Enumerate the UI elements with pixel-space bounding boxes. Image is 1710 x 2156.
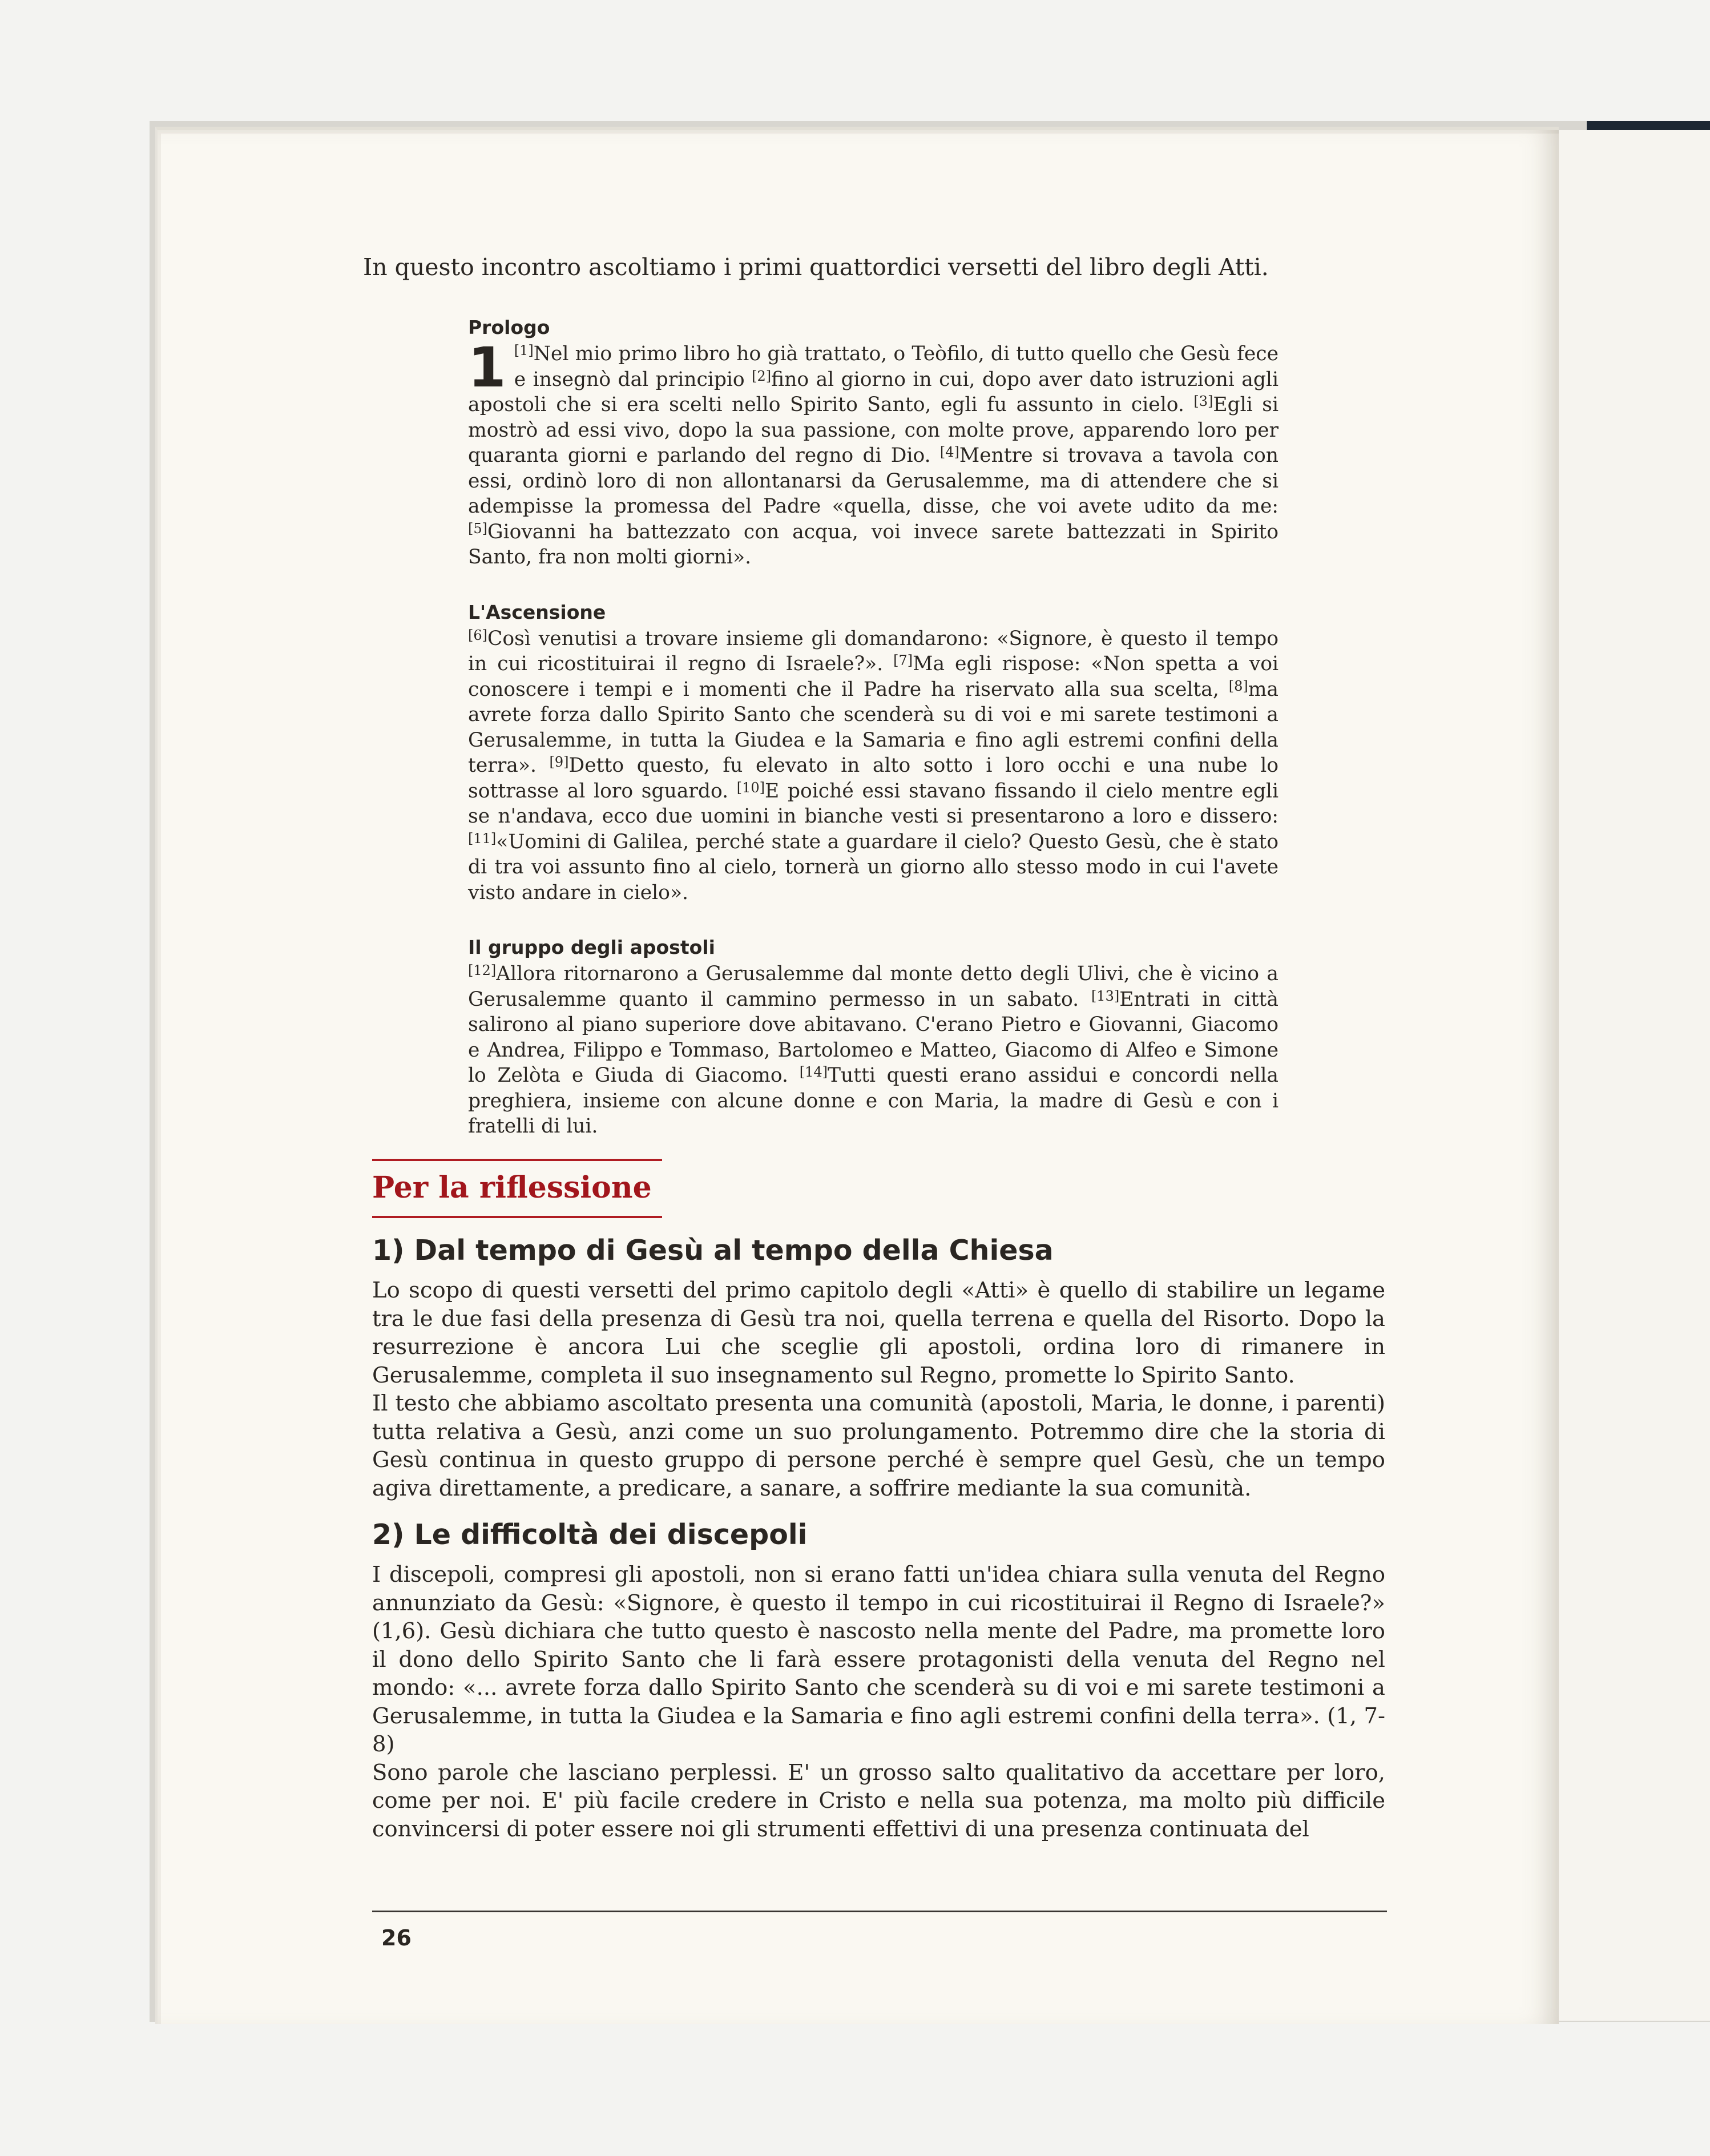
section-title-ascensione: L'Ascensione bbox=[468, 601, 606, 623]
title-rule-bottom bbox=[372, 1216, 662, 1218]
verse-text: ma avrete forza dallo Spirito Santo che scenderà su di voi e mi sarete testimoni a Gerusalemme, in tutta la Giudea e la Samaria e fino agli estremi confini della terra». bbox=[468, 678, 1279, 777]
paragraph: Lo scopo di questi versetti del primo capitolo degli «Atti» è quello di stabilire un legame tra le due fasi della presenza di Gesù tra noi, quella terrena e quella del Risorto. Dopo la resurrezione è ancora Lui che sceglie gli apostoli, ordina loro di rimanere in Gerusalemme, completa il suo insegnamento sul Regno, promette lo Spirito Santo. bbox=[372, 1278, 1385, 1388]
intro-text: In questo incontro ascoltiamo i primi quattordici versetti del libro degli Atti. bbox=[363, 253, 1269, 281]
verse-text: E poiché essi stavano fissando il cielo mentre egli se n'andava, ecco due uomini in bianche vesti si presentarono a loro e dissero: bbox=[468, 779, 1279, 828]
verse-number: [1] bbox=[514, 342, 534, 358]
page-number: 26 bbox=[381, 1925, 412, 1951]
verse-text: Allora ritornarono a Gerusalemme dal monte detto degli Ulivi, che è vicino a Gerusalemme quanto il cammino permesso in un sabato. bbox=[468, 962, 1279, 1011]
verse-number: [13] bbox=[1091, 988, 1120, 1004]
verse-number: [7] bbox=[893, 652, 913, 668]
verse-number: [9] bbox=[549, 754, 569, 770]
chapter-number: 1 bbox=[468, 336, 506, 400]
verse-number: [10] bbox=[736, 779, 765, 796]
verses-ascensione bbox=[468, 626, 1279, 906]
section-title-gruppo: Il gruppo degli apostoli bbox=[468, 936, 715, 958]
verse-text: Detto questo, fu elevato in alto sotto i loro occhi e una nube lo sottrasse al loro sguardo. bbox=[468, 754, 1279, 803]
verse-number: [11] bbox=[468, 830, 497, 847]
verse-number: [12] bbox=[468, 962, 497, 978]
section-title-prologo: Prologo bbox=[468, 316, 550, 338]
verse-text: Nel mio primo libro ho già trattato, o Teòfilo, di tutto quello che Gesù fece e insegnò dal principio bbox=[514, 342, 1279, 391]
verses-gruppo bbox=[468, 961, 1279, 1139]
verse-text: Mentre si trovava a tavola con essi, ordinò loro di non allontanarsi da Gerusalemme, ma di attendere che si adempisse la promessa del Padre «quella, disse, che voi avete udito da me: bbox=[468, 444, 1279, 518]
heading-section-2: 2) Le difficoltà dei discepoli bbox=[372, 1518, 808, 1551]
paragraph: I discepoli, compresi gli apostoli, non si erano fatti un'idea chiara sulla venuta del Regno annunziato da Gesù: «Signore, è questo il tempo in cui ricostituirai il Regno di Israele?» (1,6). Gesù dichiara che tutto questo è nascosto nella mente del Padre, ma promette loro il dono dello Spirito Santo che li farà essere protagonisti della venuta del Regno nel mondo: «... avrete forza dallo Spirito Santo che scenderà su di voi e mi sarete testimoni a Gerusalemme, in tutta la Giudea e la Samaria e fino agli estremi confini della terra». (1, 7-8) bbox=[372, 1562, 1385, 1757]
verse-text: Egli si mostrò ad essi vivo, dopo la sua passione, con molte prove, apparendo loro per quaranta giorni e parlando del regno di Dio. bbox=[468, 393, 1279, 467]
verse-number: [4] bbox=[939, 444, 959, 460]
verse-text: Ma egli rispose: «Non spetta a voi conoscere i tempi e i momenti che il Padre ha riservato alla sua scelta, bbox=[468, 652, 1279, 701]
heading-section-1: 1) Dal tempo di Gesù al tempo della Chiesa bbox=[372, 1234, 1054, 1267]
footer-rule bbox=[372, 1911, 1387, 1912]
verse-text: Giovanni ha battezzato con acqua, voi invece sarete battezzati in Spirito Santo, fra non molti giorni». bbox=[468, 520, 1279, 569]
paragraph: Sono parole che lasciano perplessi. E' un grosso salto qualitativo da accettare per loro, come per noi. E' più facile credere in Cristo e nella sua potenza, ma molto più difficile convincersi di poter essere noi gli strumenti effettivi di una presenza continuata del bbox=[372, 1759, 1385, 1842]
verse-number: [5] bbox=[468, 520, 487, 537]
verse-number: [8] bbox=[1228, 678, 1248, 694]
verse-text: Tutti questi erano assidui e concordi nella preghiera, insieme con alcune donne e con Maria, la madre di Gesù e con i fratelli di lui. bbox=[468, 1064, 1279, 1138]
verse-text: fino al giorno in cui, dopo aver dato istruzioni agli apostoli che si era scelti nello Spirito Santo, egli fu assunto in cielo. bbox=[468, 368, 1279, 416]
reflection-section bbox=[372, 1159, 1385, 1843]
reflection-title: Per la riflessione bbox=[372, 1170, 652, 1205]
verse-number: [6] bbox=[468, 627, 487, 643]
verses-prologo bbox=[468, 336, 1279, 570]
verse-number: [3] bbox=[1193, 393, 1213, 409]
verse-text: «Uomini di Galilea, perché state a guardare il cielo? Questo Gesù, che è stato di tra voi assunto fino al cielo, tornerà un giorno allo stesso modo in cui l'avete visto andare in cielo». bbox=[468, 830, 1279, 904]
verse-text: Così venutisi a trovare insieme gli domandarono: «Signore, è questo il tempo in cui ricostituirai il regno di Israele?». bbox=[468, 627, 1279, 675]
verse-number: [14] bbox=[799, 1064, 828, 1080]
verse-text: Entrati in città salirono al piano superiore dove abitavano. C'erano Pietro e Giovanni, Giacomo e Andrea, Filippo e Tommaso, Bartolomeo e Matteo, Giacomo di Alfeo e Simone lo Zelòta e Giuda di Giacomo. bbox=[468, 988, 1279, 1087]
title-rule-top bbox=[372, 1159, 662, 1161]
verse-number: [2] bbox=[752, 368, 772, 384]
scripture-block bbox=[468, 315, 1279, 1169]
paragraph: Il testo che abbiamo ascoltato presenta una comunità (apostoli, Maria, le donne, i parenti) tutta relativa a Gesù, anzi come un suo prolungamento. Potremmo dire che la storia di Gesù continua in questo gruppo di persone perché è sempre quel Gesù, che un tempo agiva direttamente, a predicare, a sanare, a soffrire mediante la sua comunità. bbox=[372, 1391, 1385, 1501]
facing-page bbox=[1552, 130, 1710, 2021]
